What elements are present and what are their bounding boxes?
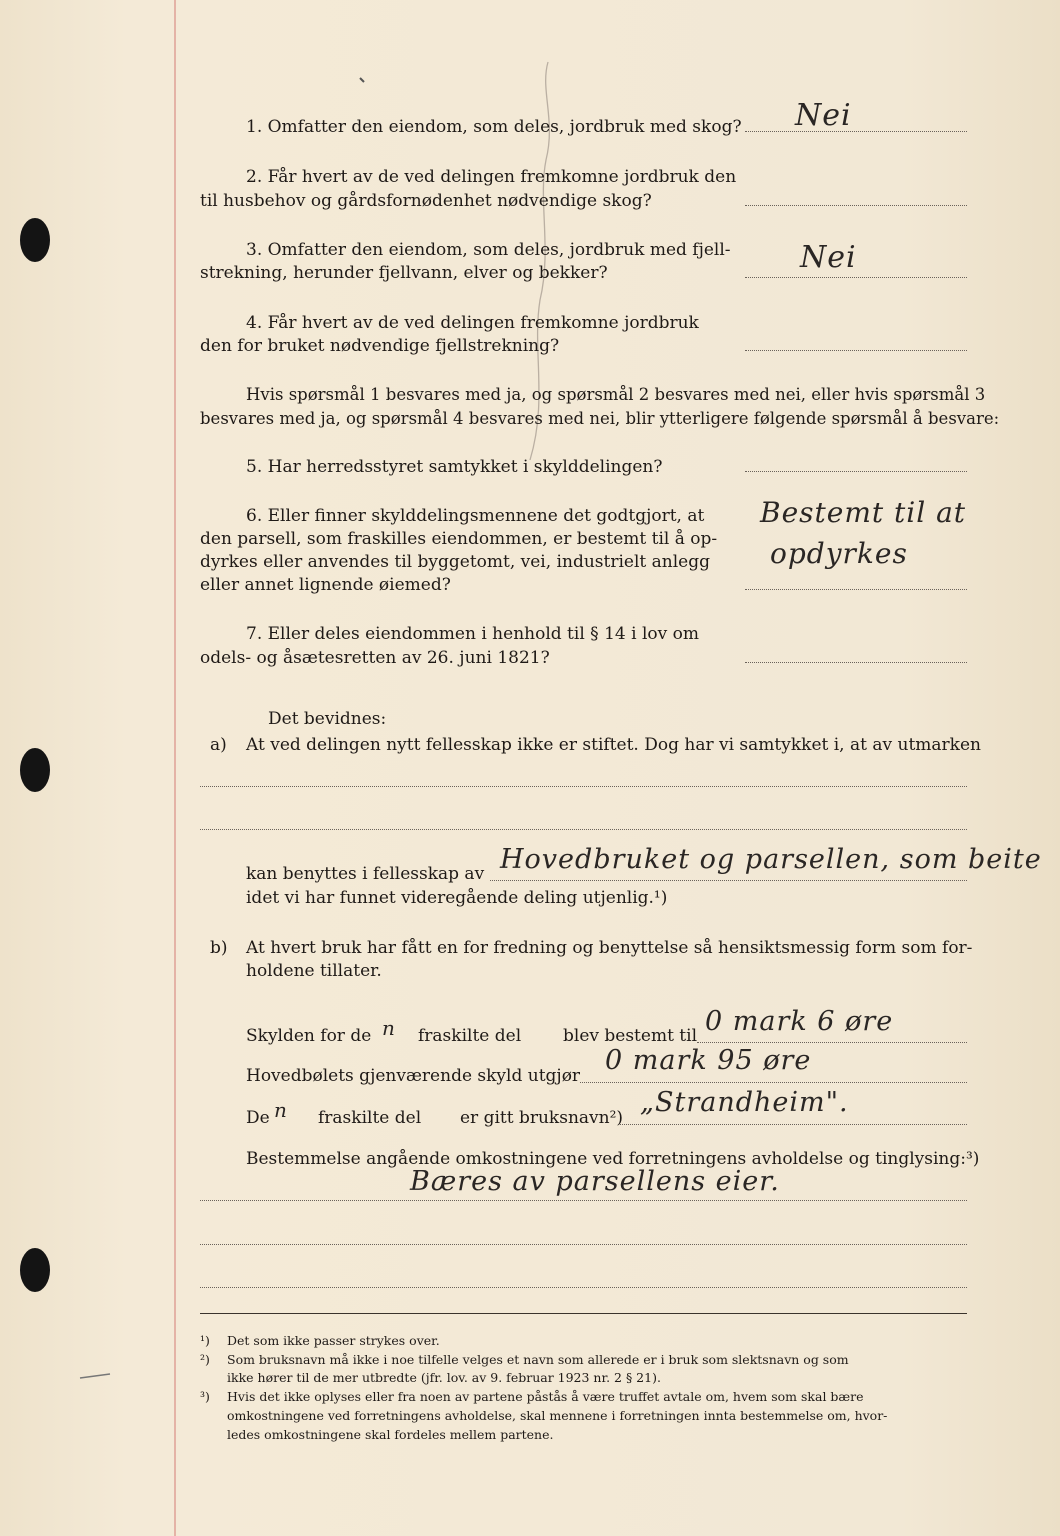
certify-heading: Det bevidnes:	[268, 709, 387, 729]
footnote-2-line: ikke hører til de mer utbredte (jfr. lov. av 9. februar 1923 nr. 2 § 21).	[227, 1370, 661, 1385]
question-4-line2: den for bruket nødvendige fjellstrekning?	[200, 336, 560, 356]
answer-line	[620, 1124, 967, 1125]
skyld-line4: Bestemmelse angående omkostningene ved forretningens avholdelse og tinglysing:³)	[246, 1149, 980, 1169]
item-a-text2: kan benyttes i fellesskap av	[246, 864, 485, 884]
footnote-2-line: Som bruksnavn må ikke i noe tilfelle velges et navn som allerede er i bruk som slektsnavn og som	[227, 1352, 849, 1367]
skyld-line2-a: Hovedbølets gjenværende skyld utgjør	[246, 1066, 581, 1086]
answer-line	[745, 205, 967, 206]
question-3-line2: strekning, herunder fjellvann, elver og bekker?	[200, 263, 608, 283]
blank-line	[200, 829, 967, 830]
question-7-line2: odels- og åsætesretten av 26. juni 1821?	[200, 648, 550, 668]
conditional-line1: Hvis spørsmål 1 besvares med ja, og spørsmål 2 besvares med nei, eller hvis spørsmål 3	[246, 385, 986, 404]
blank-line	[200, 786, 967, 787]
question-3-line1: 3. Omfatter den eiendom, som deles, jordbruk med fjell-	[246, 240, 731, 260]
handwritten-answer-1: Nei	[795, 98, 852, 133]
footnote-1-mark: ¹)	[200, 1333, 210, 1348]
question-6-line4: eller annet lignende øiemed?	[200, 575, 451, 595]
question-6-line1: 6. Eller finner skylddelingsmennene det godtgjort, at	[246, 506, 705, 526]
question-6-line2: den parsell, som fraskilles eiendommen, er bestemt til å op-	[200, 529, 718, 549]
footnote-2-mark: ²)	[200, 1352, 210, 1367]
answer-line	[745, 589, 967, 590]
skyld-line1-c: blev bestemt til	[563, 1026, 698, 1046]
handwritten-answer-a: Hovedbruket og parsellen, som beite	[500, 844, 1042, 875]
skyld-line3-b: fraskilte del	[318, 1108, 422, 1128]
answer-line	[697, 1042, 967, 1043]
item-b-line2: holdene tillater.	[246, 961, 382, 981]
footnote-3-line: ledes omkostningene skal fordeles mellem partene.	[227, 1427, 554, 1442]
question-2-line2: til husbehov og gårdsfornødenhet nødvendige skog?	[200, 191, 652, 211]
answer-line	[490, 880, 967, 881]
item-b-label: b)	[210, 938, 228, 958]
footnote-3-mark: ³)	[200, 1389, 210, 1404]
answer-line	[745, 471, 967, 472]
question-2-line1: 2. Får hvert av de ved delingen fremkomne jordbruk den	[246, 167, 737, 187]
item-b-line1: At hvert bruk har fått en for fredning og benyttelse så hensiktsmessig form som for-	[246, 938, 973, 958]
answer-line	[745, 277, 967, 278]
answer-line	[745, 662, 967, 663]
footnote-3-line: omkostningene ved forretningens avholdelse, skal mennene i forretningen innta bestemmelse om, hvor-	[227, 1408, 888, 1423]
handwritten-answer-6a: Bestemt til at	[760, 496, 967, 529]
skyld-line1-a: Skylden for de	[246, 1026, 372, 1046]
handwritten-answer-6b: opdyrkes	[770, 537, 908, 570]
handwritten-skyld-1: 0 mark 6 øre	[705, 1006, 894, 1037]
conditional-line2: besvares med ja, og spørsmål 4 besvares med nei, blir ytterligere følgende spørsmål å besvare:	[200, 409, 1000, 428]
handwritten-answer-3: Nei	[800, 240, 857, 275]
answer-line	[200, 1200, 967, 1201]
question-1-text: 1. Omfatter den eiendom, som deles, jordbruk med skog?	[246, 117, 742, 137]
question-4-line1: 4. Får hvert av de ved delingen fremkomne jordbruk	[246, 313, 699, 333]
answer-line	[745, 131, 967, 132]
footnote-3-line: Hvis det ikke oplyses eller fra noen av partene påstås å være truffet avtale om, hvem som skal bære	[227, 1389, 864, 1404]
handwritten-omkostninger: Bæres av parsellens eier.	[410, 1166, 780, 1197]
blank-line	[200, 1287, 967, 1288]
question-7-line1: 7. Eller deles eiendommen i henhold til § 14 i lov om	[246, 624, 699, 644]
handwritten-skyld-2: 0 mark 95 øre	[605, 1045, 812, 1076]
item-a-label: a)	[210, 735, 227, 755]
item-a-text3: idet vi har funnet videregående deling utjenlig.¹)	[246, 888, 668, 908]
skyld-line3-a: De	[246, 1108, 270, 1128]
skyld-line1-b: fraskilte del	[418, 1026, 522, 1046]
answer-line	[745, 350, 967, 351]
question-6-line3: dyrkes eller anvendes til byggetomt, vei, industrielt anlegg	[200, 552, 710, 572]
skyld-line3-c: er gitt bruksnavn²)	[460, 1108, 624, 1128]
handwritten-n: n	[382, 1016, 396, 1040]
question-5-text: 5. Har herredsstyret samtykket i skylddelingen?	[246, 457, 663, 477]
handwritten-bruksnavn: „Strandheim".	[640, 1087, 849, 1118]
handwritten-n: n	[274, 1098, 288, 1122]
footnote-rule	[200, 1313, 967, 1314]
item-a-text: At ved delingen nytt fellesskap ikke er stiftet. Dog har vi samtykket i, at av utmarken	[246, 735, 981, 755]
blank-line	[200, 1244, 967, 1245]
footnote-1-line: Det som ikke passer strykes over.	[227, 1333, 440, 1348]
answer-line	[580, 1082, 967, 1083]
